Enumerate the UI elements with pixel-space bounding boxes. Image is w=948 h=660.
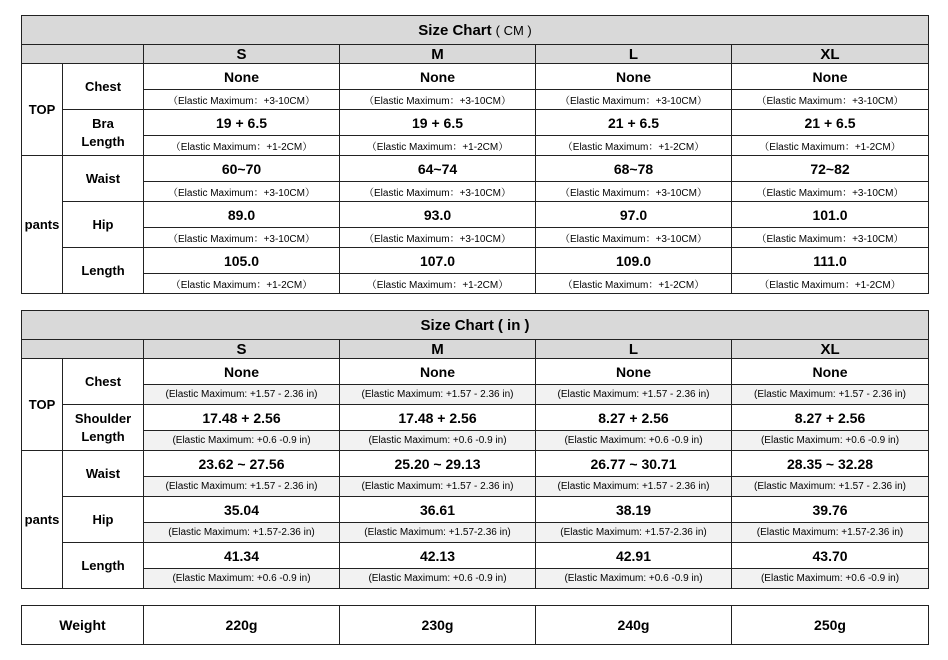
- elastic-note: （Elastic Maximum：+1-2CM）: [732, 274, 929, 294]
- value-cell: 8.27 + 2.56: [732, 405, 929, 431]
- weight-label: Weight: [22, 606, 144, 645]
- value-cell: 43.70: [732, 543, 929, 569]
- elastic-note: (Elastic Maximum: +0.6 -0.9 in): [536, 431, 732, 451]
- value-cell: 101.0: [732, 202, 929, 228]
- value-cell: 68~78: [536, 156, 732, 182]
- measurement-label-waist: Waist: [63, 451, 144, 497]
- header-blank: [22, 45, 144, 64]
- size-header-xl: XL: [732, 340, 929, 359]
- elastic-note: (Elastic Maximum: +1.57 - 2.36 in): [144, 477, 340, 497]
- weight-value-l: 240g: [536, 606, 732, 645]
- value-cell: 23.62 ~ 27.56: [144, 451, 340, 477]
- size-header-m: M: [340, 45, 536, 64]
- elastic-note: （Elastic Maximum：+1-2CM）: [340, 136, 536, 156]
- measurement-label-length: Length: [63, 543, 144, 589]
- value-cell: 39.76: [732, 497, 929, 523]
- measurement-label-chest: Chest: [63, 359, 144, 405]
- size-header-l: L: [536, 45, 732, 64]
- value-cell: 105.0: [144, 248, 340, 274]
- elastic-note: (Elastic Maximum: +1.57 - 2.36 in): [732, 477, 929, 497]
- value-cell: None: [536, 64, 732, 90]
- value-cell: 17.48 + 2.56: [340, 405, 536, 431]
- size-chart-title: [22, 311, 929, 340]
- elastic-note: （Elastic Maximum：+3-10CM）: [340, 228, 536, 248]
- value-cell: 36.61: [340, 497, 536, 523]
- elastic-note: (Elastic Maximum: +1.57-2.36 in): [144, 523, 340, 543]
- value-cell: 107.0: [340, 248, 536, 274]
- elastic-note: （Elastic Maximum：+3-10CM）: [732, 228, 929, 248]
- value-cell: 21 + 6.5: [536, 110, 732, 136]
- elastic-note: (Elastic Maximum: +0.6 -0.9 in): [732, 431, 929, 451]
- size-header-l: L: [536, 340, 732, 359]
- elastic-note: （Elastic Maximum：+1-2CM）: [144, 136, 340, 156]
- value-cell: 111.0: [732, 248, 929, 274]
- value-cell: 42.13: [340, 543, 536, 569]
- elastic-note: (Elastic Maximum: +0.6 -0.9 in): [536, 569, 732, 589]
- value-cell: 89.0: [144, 202, 340, 228]
- size-header-s: S: [144, 340, 340, 359]
- elastic-note: （Elastic Maximum：+1-2CM）: [732, 136, 929, 156]
- value-cell: 109.0: [536, 248, 732, 274]
- value-cell: 93.0: [340, 202, 536, 228]
- value-cell: 19 + 6.5: [340, 110, 536, 136]
- value-cell: 60~70: [144, 156, 340, 182]
- size-header-m: M: [340, 340, 536, 359]
- size-chart-title: [22, 16, 929, 45]
- size-header-xl: XL: [732, 45, 929, 64]
- weight-value-xl: 250g: [732, 606, 929, 645]
- elastic-note: (Elastic Maximum: +1.57 - 2.36 in): [144, 385, 340, 405]
- value-cell: 38.19: [536, 497, 732, 523]
- elastic-note: (Elastic Maximum: +0.6 -0.9 in): [340, 569, 536, 589]
- value-cell: 21 + 6.5: [732, 110, 929, 136]
- elastic-note: (Elastic Maximum: +0.6 -0.9 in): [144, 569, 340, 589]
- value-cell: 72~82: [732, 156, 929, 182]
- group-label-top: TOP: [22, 359, 63, 451]
- elastic-note: (Elastic Maximum: +0.6 -0.9 in): [144, 431, 340, 451]
- elastic-note: （Elastic Maximum：+3-10CM）: [536, 90, 732, 110]
- elastic-note: （Elastic Maximum：+1-2CM）: [340, 274, 536, 294]
- weight-value-m: 230g: [340, 606, 536, 645]
- value-cell: 17.48 + 2.56: [144, 405, 340, 431]
- size-chart-title-text: Size Chart: [420, 316, 494, 334]
- elastic-note: （Elastic Maximum：+3-10CM）: [144, 228, 340, 248]
- elastic-note: (Elastic Maximum: +1.57-2.36 in): [340, 523, 536, 543]
- group-label-pants: pants: [22, 451, 63, 589]
- elastic-note: （Elastic Maximum：+3-10CM）: [536, 182, 732, 202]
- size-chart-in: [21, 310, 929, 589]
- measurement-label-waist: Waist: [63, 156, 144, 202]
- value-cell: None: [144, 64, 340, 90]
- value-cell: 28.35 ~ 32.28: [732, 451, 929, 477]
- elastic-note: (Elastic Maximum: +0.6 -0.9 in): [732, 569, 929, 589]
- value-cell: None: [340, 64, 536, 90]
- value-cell: 19 + 6.5: [144, 110, 340, 136]
- group-label-top: TOP: [22, 64, 63, 156]
- value-cell: None: [732, 359, 929, 385]
- value-cell: 35.04: [144, 497, 340, 523]
- elastic-note: （Elastic Maximum：+3-10CM）: [732, 90, 929, 110]
- group-label-pants: pants: [22, 156, 63, 294]
- elastic-note: (Elastic Maximum: +0.6 -0.9 in): [340, 431, 536, 451]
- value-cell: None: [536, 359, 732, 385]
- elastic-note: (Elastic Maximum: +1.57-2.36 in): [732, 523, 929, 543]
- elastic-note: (Elastic Maximum: +1.57 - 2.36 in): [340, 477, 536, 497]
- value-cell: 8.27 + 2.56: [536, 405, 732, 431]
- elastic-note: （Elastic Maximum：+1-2CM）: [536, 136, 732, 156]
- measurement-label-hip: Hip: [63, 497, 144, 543]
- header-blank: [22, 340, 144, 359]
- value-cell: None: [144, 359, 340, 385]
- value-cell: None: [340, 359, 536, 385]
- value-cell: 64~74: [340, 156, 536, 182]
- weight-value-s: 220g: [144, 606, 340, 645]
- size-chart-title-text: Size Chart: [418, 21, 492, 39]
- measurement-label-shoulder-length: Shoulder Length: [63, 405, 144, 451]
- elastic-note: (Elastic Maximum: +1.57-2.36 in): [536, 523, 732, 543]
- size-chart-unit: ( in ): [497, 316, 530, 334]
- size-chart-unit: ( CM ): [495, 22, 532, 38]
- value-cell: 26.77 ~ 30.71: [536, 451, 732, 477]
- elastic-note: （Elastic Maximum：+3-10CM）: [144, 182, 340, 202]
- elastic-note: (Elastic Maximum: +1.57 - 2.36 in): [340, 385, 536, 405]
- value-cell: 25.20 ~ 29.13: [340, 451, 536, 477]
- measurement-label-bra-length: Bra Length: [63, 110, 144, 156]
- elastic-note: (Elastic Maximum: +1.57 - 2.36 in): [732, 385, 929, 405]
- measurement-label-length: Length: [63, 248, 144, 294]
- measurement-label-chest: Chest: [63, 64, 144, 110]
- elastic-note: （Elastic Maximum：+3-10CM）: [340, 90, 536, 110]
- weight-table: [21, 605, 929, 645]
- elastic-note: （Elastic Maximum：+1-2CM）: [536, 274, 732, 294]
- elastic-note: （Elastic Maximum：+3-10CM）: [340, 182, 536, 202]
- value-cell: 41.34: [144, 543, 340, 569]
- elastic-note: （Elastic Maximum：+1-2CM）: [144, 274, 340, 294]
- elastic-note: (Elastic Maximum: +1.57 - 2.36 in): [536, 385, 732, 405]
- elastic-note: （Elastic Maximum：+3-10CM）: [536, 228, 732, 248]
- elastic-note: (Elastic Maximum: +1.57 - 2.36 in): [536, 477, 732, 497]
- size-header-s: S: [144, 45, 340, 64]
- elastic-note: （Elastic Maximum：+3-10CM）: [144, 90, 340, 110]
- value-cell: None: [732, 64, 929, 90]
- value-cell: 42.91: [536, 543, 732, 569]
- elastic-note: （Elastic Maximum：+3-10CM）: [732, 182, 929, 202]
- size-chart-cm: [21, 15, 929, 294]
- measurement-label-hip: Hip: [63, 202, 144, 248]
- value-cell: 97.0: [536, 202, 732, 228]
